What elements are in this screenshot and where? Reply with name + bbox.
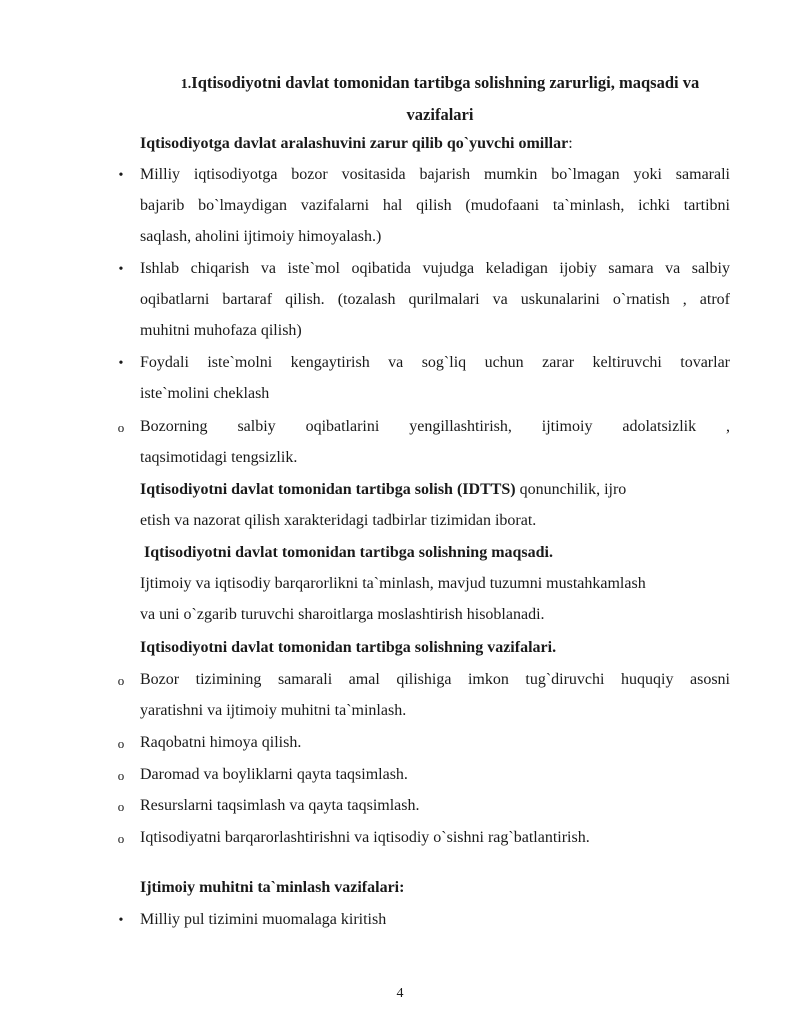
goal-line: va uni o`zgarib turuvchi sharoitlarga moslashtirish hisoblanadi. bbox=[140, 606, 545, 623]
circle-bullet-marker: o bbox=[117, 673, 125, 688]
tasks-heading-text: Iqtisodiyotni davlat tomonidan tartibga solishning vazifalari. bbox=[140, 639, 557, 656]
goal-heading-text: Iqtisodiyotni davlat tomonidan tartibga solishning maqsadi. bbox=[144, 544, 553, 561]
bullet-marker: • bbox=[118, 913, 124, 928]
list-item-line: bajarib bo`lmaydigan vazifalarni hal qilish (mudofaani ta`minlash, ichki tartibni bbox=[140, 197, 730, 214]
circle-bullet-marker: o bbox=[117, 420, 125, 435]
factors-heading-colon: : bbox=[568, 135, 573, 152]
goal-paragraph bbox=[140, 568, 730, 630]
section-title-text: Iqtisodiyotni davlat tomonidan tartibga solishning zarurligi, maqsadi va bbox=[191, 73, 700, 92]
social-heading-text: Ijtimoiy muhitni ta`minlash vazifalari: bbox=[140, 879, 405, 896]
factors-heading-bold: Iqtisodiyotga davlat aralashuvini zarur qilib qo`yuvchi omillar bbox=[140, 135, 569, 152]
list-item: Resurslarni taqsimlash va qayta taqsimlash. bbox=[140, 797, 420, 814]
list-item-line: saqlash, aholini ijtimoiy himoyalash.) bbox=[140, 228, 382, 245]
definition-line: etish va nazorat qilish xarakteridagi tadbirlar tizimidan iborat. bbox=[140, 512, 537, 529]
goal-line: Ijtimoiy va iqtisodiy barqarorlikni ta`minlash, mavjud tuzumni mustahkamlash bbox=[140, 575, 646, 592]
section-title-line-1 bbox=[120, 68, 760, 100]
list-item-line: Foydali iste`molni kengaytirish va sog`liq uchun zarar keltiruvchi tovarlar bbox=[140, 354, 730, 371]
definition-term: Iqtisodiyotni davlat tomonidan tartibga solish (IDTTS) bbox=[140, 481, 516, 498]
list-item: Raqobatni himoya qilish. bbox=[140, 734, 302, 751]
definition-line bbox=[140, 474, 730, 505]
list-item bbox=[140, 411, 730, 473]
list-item bbox=[140, 664, 730, 726]
definition-paragraph bbox=[140, 474, 730, 536]
list-item bbox=[140, 159, 730, 252]
circle-bullet-marker: o bbox=[117, 799, 125, 814]
tasks-heading bbox=[140, 632, 730, 663]
list-item-line: yaratishni va ijtimoiy muhitni ta`minlash. bbox=[140, 702, 407, 719]
page-number: 4 bbox=[396, 986, 404, 1001]
definition-text: qonunchilik, ijro bbox=[515, 481, 627, 498]
list-item-line: oqibatlarni bartaraf qilish. (tozalash qurilmalari va uskunalarini o`rnatish , atrof bbox=[140, 291, 730, 308]
bullet-marker: • bbox=[118, 356, 124, 371]
section-title bbox=[120, 68, 760, 130]
circle-bullet-marker: o bbox=[117, 768, 125, 783]
list-item-line: taqsimotidagi tengsizlik. bbox=[140, 449, 298, 466]
bullet-marker: • bbox=[118, 262, 124, 277]
circle-bullet-marker: o bbox=[117, 736, 125, 751]
circle-bullet-marker: o bbox=[117, 831, 125, 846]
list-item-line: iste`molini cheklash bbox=[140, 385, 270, 402]
list-item bbox=[140, 253, 730, 346]
list-item-line: muhitni muhofaza qilish) bbox=[140, 322, 302, 339]
social-heading bbox=[140, 872, 730, 903]
list-item: Milliy pul tizimini muomalaga kiritish bbox=[140, 911, 387, 928]
bullet-marker: • bbox=[118, 168, 124, 183]
list-item: Iqtisodiyatni barqarorlashtirishni va iqtisodiy o`sishni rag`batlantirish. bbox=[140, 829, 590, 846]
list-item: Daromad va boyliklarni qayta taqsimlash. bbox=[140, 766, 408, 783]
goal-heading bbox=[144, 537, 734, 568]
factors-heading bbox=[140, 128, 730, 159]
list-item-line: Ishlab chiqarish va iste`mol oqibatida vujudga keladigan ijobiy samara va salbiy bbox=[140, 260, 730, 277]
section-number: 1. bbox=[180, 77, 192, 92]
list-item bbox=[140, 347, 730, 409]
section-title-line-2: vazifalari bbox=[406, 105, 474, 124]
list-item-line: Bozor tizimining samarali amal qilishiga imkon tug`diruvchi huquqiy asosni bbox=[140, 671, 730, 688]
list-item-line: Bozorning salbiy oqibatlarini yengillashtirish, ijtimoiy adolatsizlik , bbox=[140, 418, 730, 435]
list-item-line: Milliy iqtisodiyotga bozor vositasida bajarish mumkin bo`lmagan yoki samarali bbox=[140, 166, 730, 183]
